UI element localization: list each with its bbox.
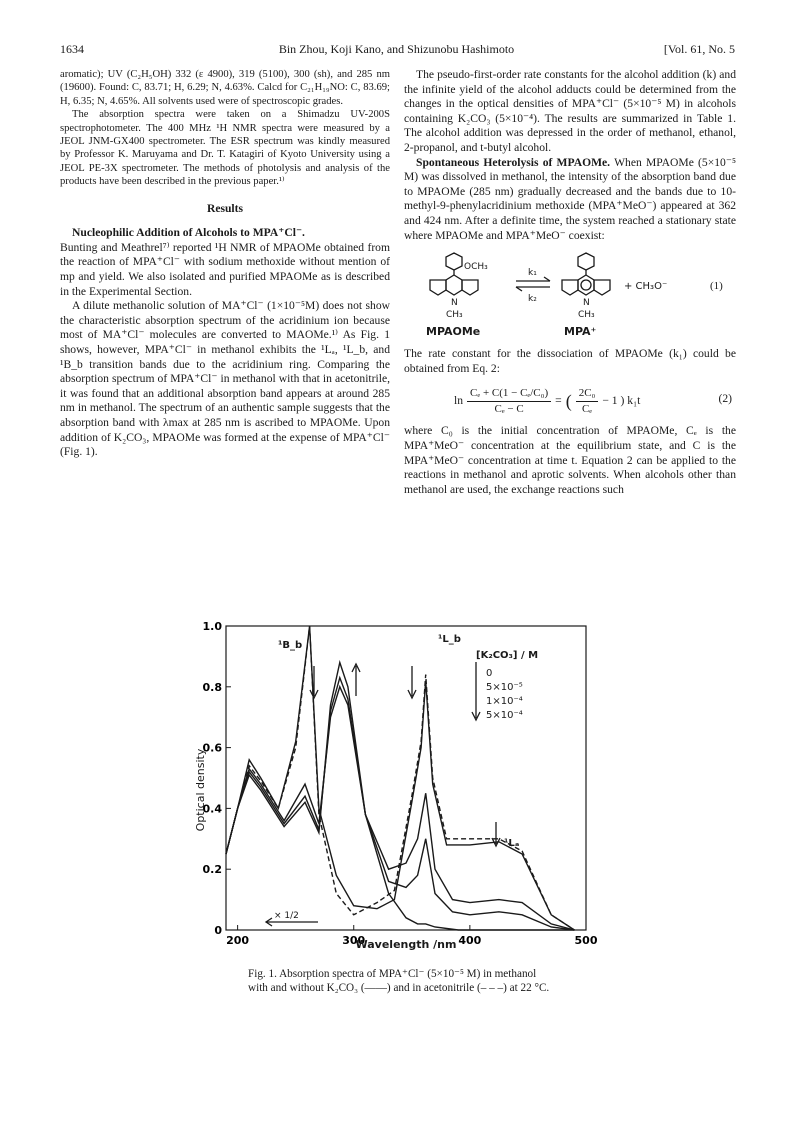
ch3-right: CH₃ [578,310,595,321]
right-column [404,68,736,497]
experimental-paragraph: aromatic); UV (C₂H₅OH) 332 (ε 4900), 319 (5100), 300 (sh), and 285 nm (19600). Found: C, 83.71; H, 6.29; N, 4.63%. Calcd for C₂₁H₁₉NO: C, 83.69; H, 6.35; N, 4.65%. All solvents used were of spectroscopic grades. [60,69,390,107]
reaction-scheme [404,247,736,343]
y-tick-label: 0.8 [202,680,222,694]
methoxide-label: + CH₃O⁻ [624,281,668,293]
eq-equals: = [555,394,562,408]
y-tick-label: 0 [214,924,222,937]
mpaome-label: MPAOMe [426,325,481,339]
legend-entry-1: 5×10⁻⁵ [486,682,523,693]
results-paragraph-2: A dilute methanolic solution of MA⁺Cl⁻ (1×10⁻⁵M) does not show the characteristic absorption spectrum of the acridinium ion because most of MA⁺Cl⁻ molecules are converted to MAOMe.¹⁾ As Fig. 1 shows, however, MPA⁺Cl⁻ in methanol exhibits the ¹Lₐ, ¹L_b, and ¹B_b transition bands due to the acridinium ring. Comparing the absorption spectrum of MPA⁺Cl⁻ in methanol with that in acetonitrile, it was found that an additional absorption band appears at around 285 nm in methanol. The spectrum of an authentic sample suggests that the absorption band with λmax at 285 nm is ascribed to MPAOMe. Upon addition of K₂CO₃, MPAOMe was formed at the expense of MPA⁺Cl⁻ (Fig. 1). [60,299,390,459]
n-label-right: N [583,298,590,309]
subhead-paragraph [60,226,390,241]
legend-entry-2: 1×10⁻⁴ [486,696,523,707]
left-column [60,68,390,460]
eq-open-paren: ( [565,391,572,412]
y-tick-label: 0.2 [202,863,222,877]
page-number: 1634 [60,42,84,56]
subhead: Nucleophilic Addition of Alcohols to MPA⁺Cl⁻. [72,226,305,240]
eq-denominator: Cₑ − C [494,402,524,415]
x-tick-label: 500 [574,934,598,947]
series-line-4 [226,626,574,930]
equation-2-body [454,386,640,416]
x-tick-label: 300 [342,934,366,947]
eq-ln: ln [454,394,464,408]
rate-paragraph: The pseudo-first-order rate constants for the alcohol addition (k) and the infinite yield of the alcohol adducts could be determined from the changes in the optical densities of MPA⁺Cl⁻ (5×10⁻⁵ M) in alcohols containing K₂CO₃ (5×10⁻⁴). The results are summarized in Table 1. The alcohol addition was depressed in the order of methanol, ethanol, 2-propanol, and t-butyl alcohol. [404,68,736,154]
heterolysis-text: When MPAOMe (5×10⁻⁵ M) was dissolved in methanol, the intensity of the absorption band due to MPAOMe (285 nm) gradually decreased and the bands due to 10-methyl-9-phenylacridinium methoxide (MPA⁺MeO⁻) appeared at 362 and 424 nm. After a definite time, the system reached a stationary state where MPAOMe and MPA⁺MeO⁻ coexist: [404,155,736,242]
band-label-bb: ¹B_b [278,640,303,651]
equation-2 [404,380,736,420]
plot-frame [226,626,586,930]
k2-label: k₂ [528,294,537,305]
figure-caption: Fig. 1. Absorption spectra of MPA⁺Cl⁻ (5×10⁻⁵ M) in methanol with and without K₂CO₃ (——) and in acetonitrile (– – –) at 22 °C. [248,968,550,994]
series-line-0 [226,626,574,930]
band-label-lb: ¹L_b [438,634,461,645]
x-tick-label: 400 [458,934,482,947]
eq-fraction [467,386,551,416]
heterolysis-subhead: Spontaneous Heterolysis of MPAOMe. [416,155,611,169]
x-tick-label: 200 [226,934,250,947]
legend-entry-0: 0 [486,668,493,679]
eq1-number: (1) [710,280,723,293]
y-axis-label: Optical density [194,748,207,832]
legend-title: [K₂CO₃] / M [476,650,539,661]
eq-inner-fraction [576,386,599,416]
half-annotation: × 1/2 [274,911,299,921]
methods-paragraph: The absorption spectra were taken on a Shimadzu UV-200S spectrophotometer. The 400 MHz ¹H NMR spectra were measured by a JEOL JNM-GX400 spectrometer. The ESR spectrum was kindly measured by Professor K. Maruyama and Dr. T. Katagiri of Kyoto University using a JEOL PE-3X spectrometer. The methods of photolysis and analysis of the products have been described in the previous paper.¹⁾ [60,109,390,188]
eq-numerator: Cₑ + C(1 − Cₑ/C₀) [467,386,551,402]
och3-label: OCH₃ [464,262,488,273]
y-tick-label: 1.0 [202,620,222,633]
running-authors: Bin Zhou, Koji Kano, and Shizunobu Hashimoto [278,42,515,56]
results-paragraph-1: Bunting and Meathrel⁷⁾ reported ¹H NMR of MPAOMe obtained from the reaction of MPA⁺Cl⁻ with sodium methoxide without mention of mp and yield. We also isolated and purified MPAOMe as is described in the Experimental Section. [60,240,390,298]
eq2-number: (2) [718,392,732,406]
eq2-intro: The rate constant for the dissociation of MPAOMe (k₁) could be obtained from Eq. 2: [404,347,736,375]
eq-inner-numerator: 2C₀ [576,386,599,402]
journal-volume: [Vol. 61, No. 5 [663,42,735,56]
figure-1 [186,618,606,958]
n-label-left: N [451,298,458,309]
heterolysis-paragraph [404,156,736,244]
k1-label: k₁ [528,268,537,279]
reaction-scheme-drawing [404,247,736,343]
y-tick-label: 0.4 [202,802,222,816]
band-label-la: ¹Lₐ [504,838,520,849]
eq2-explanation: where C₀ is the initial concentration of MPAOMe, Cₑ is the MPA⁺MeO⁻ concentration at the equilibrium state, and C is the MPA⁺MeO⁻ concentration at time t. Equation 2 can be applied to the reactions in methanol and aprotic solvents. When alcohols other than methanol are used, the exchange reactions such [404,424,736,496]
mpa-label: MPA⁺ [564,325,597,339]
ch3-left: CH₃ [446,310,463,321]
section-title: Results [206,201,244,215]
legend-entry-3: 5×10⁻⁴ [486,710,523,721]
y-tick-label: 0.6 [202,741,222,755]
absorption-chart [186,618,606,958]
eq-inner-denominator: Cₑ [581,402,593,415]
eq-tail: − 1 ) k₁t [602,394,641,408]
x-axis-label: Wavelength /nm [355,938,457,951]
